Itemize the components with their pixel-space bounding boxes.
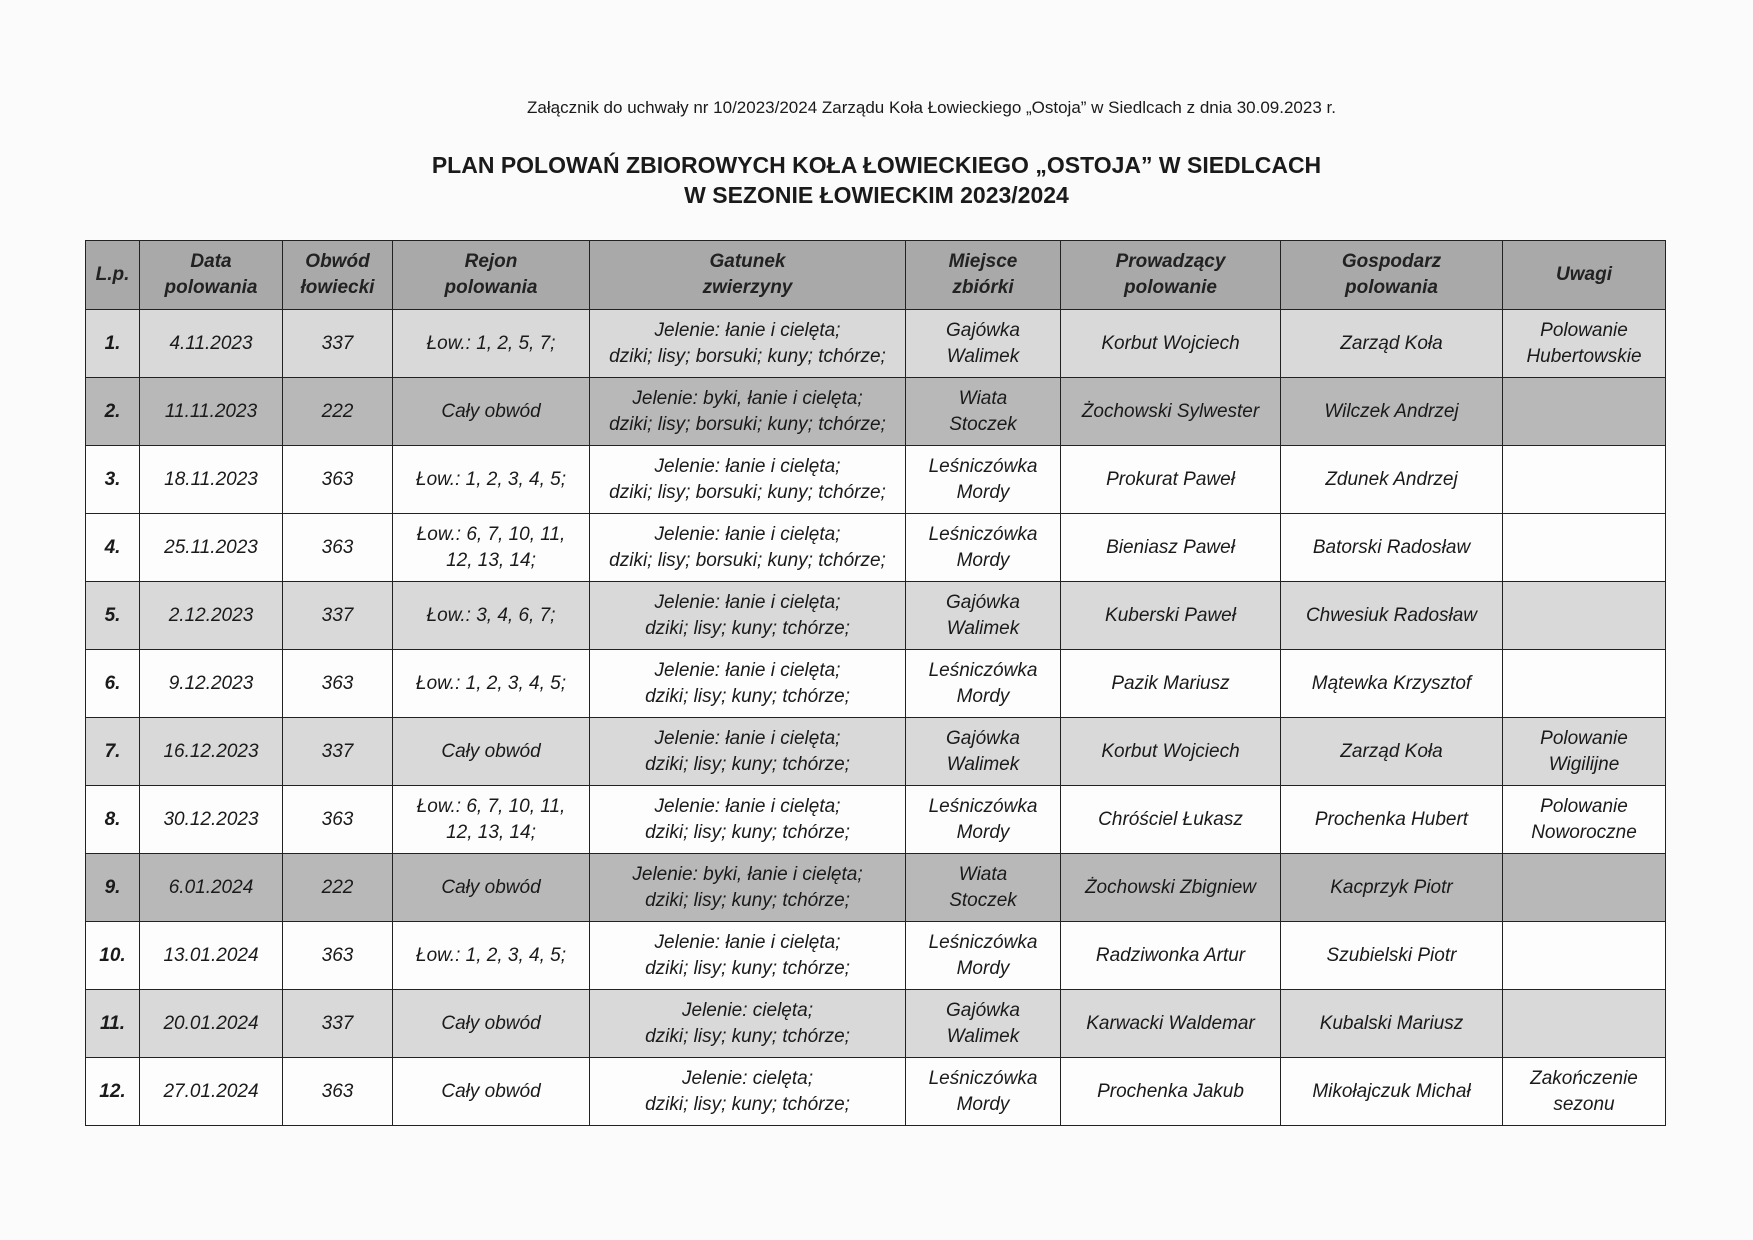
cell-region-text: Cały obwód bbox=[441, 1080, 541, 1102]
cell-species-text: dziki; lisy; kuny; tchórze; bbox=[645, 1025, 850, 1047]
cell-host-text: Szubielski Piotr bbox=[1326, 944, 1457, 966]
cell-district bbox=[283, 1058, 393, 1126]
cell-leader-text: Prokurat Paweł bbox=[1106, 468, 1235, 490]
cell-host-text: Kubalski Mariusz bbox=[1319, 1012, 1464, 1034]
cell-host-text: Zdunek Andrzej bbox=[1325, 468, 1458, 490]
cell-leader bbox=[1061, 378, 1281, 446]
cell-host bbox=[1281, 718, 1503, 786]
table-row bbox=[86, 718, 1666, 786]
cell-notes bbox=[1503, 310, 1666, 378]
cell-notes bbox=[1503, 1058, 1666, 1126]
cell-region-text: Cały obwód bbox=[441, 876, 541, 898]
cell-meeting-place-text: Walimek bbox=[946, 1025, 1020, 1047]
cell-leader bbox=[1061, 446, 1281, 514]
cell-host-text: Chwesiuk Radosław bbox=[1305, 604, 1478, 626]
cell-leader bbox=[1061, 990, 1281, 1058]
cell-meeting-place-text: Wiata bbox=[958, 863, 1008, 885]
cell-species-text: Jelenie: łanie i cielęta; bbox=[654, 591, 841, 613]
cell-region-text: 12, 13, 14; bbox=[446, 549, 536, 571]
cell-meeting-place-text: Walimek bbox=[946, 345, 1020, 367]
cell-lp bbox=[86, 514, 140, 582]
cell-meeting-place-text: Mordy bbox=[956, 821, 1010, 843]
cell-district bbox=[283, 378, 393, 446]
cell-leader-text: Kuberski Paweł bbox=[1105, 604, 1236, 626]
cell-meeting-place bbox=[906, 378, 1061, 446]
cell-species-text: dziki; lisy; kuny; tchórze; bbox=[645, 685, 850, 707]
cell-species-text: Jelenie: byki, łanie i cielęta; bbox=[632, 387, 863, 409]
cell-region-text: Łow.: 1, 2, 3, 4, 5; bbox=[416, 944, 566, 966]
cell-leader-text: Żochowski Zbigniew bbox=[1084, 876, 1257, 898]
cell-species-text: dziki; lisy; kuny; tchórze; bbox=[645, 957, 850, 979]
cell-district bbox=[283, 786, 393, 854]
table-row bbox=[86, 854, 1666, 922]
cell-notes-text: sezonu bbox=[1553, 1093, 1615, 1115]
cell-lp-text: 9. bbox=[104, 876, 121, 898]
cell-meeting-place-text: Walimek bbox=[946, 753, 1020, 775]
table-row bbox=[86, 582, 1666, 650]
cell-district-text: 337 bbox=[321, 740, 354, 762]
cell-species bbox=[590, 786, 906, 854]
cell-district bbox=[283, 854, 393, 922]
cell-notes bbox=[1503, 378, 1666, 446]
cell-species bbox=[590, 582, 906, 650]
cell-region bbox=[393, 990, 590, 1058]
cell-region-text: Łow.: 1, 2, 5, 7; bbox=[426, 332, 556, 354]
cell-leader bbox=[1061, 514, 1281, 582]
cell-date-text: 30.12.2023 bbox=[163, 808, 259, 830]
cell-district-text: 363 bbox=[321, 536, 354, 558]
cell-lp-text: 2. bbox=[104, 400, 121, 422]
cell-notes bbox=[1503, 650, 1666, 718]
cell-lp bbox=[86, 922, 140, 990]
cell-district-text: 363 bbox=[321, 1080, 354, 1102]
cell-host bbox=[1281, 514, 1503, 582]
cell-host-text: Prochenka Hubert bbox=[1314, 808, 1469, 830]
cell-host bbox=[1281, 990, 1503, 1058]
cell-host-text: Zarząd Koła bbox=[1340, 740, 1443, 762]
cell-species-text: dziki; lisy; kuny; tchórze; bbox=[645, 617, 850, 639]
cell-date bbox=[140, 786, 283, 854]
cell-notes bbox=[1503, 854, 1666, 922]
cell-date-text: 16.12.2023 bbox=[163, 740, 259, 762]
cell-lp-text: 6. bbox=[104, 672, 121, 694]
cell-notes bbox=[1503, 786, 1666, 854]
cell-lp-text: 1. bbox=[104, 332, 121, 354]
cell-lp bbox=[86, 446, 140, 514]
cell-notes bbox=[1503, 922, 1666, 990]
cell-region bbox=[393, 718, 590, 786]
cell-host-text: Wilczek Andrzej bbox=[1324, 400, 1459, 422]
cell-date bbox=[140, 446, 283, 514]
cell-notes bbox=[1503, 718, 1666, 786]
cell-species bbox=[590, 310, 906, 378]
cell-species-text: dziki; lisy; kuny; tchórze; bbox=[645, 753, 850, 775]
cell-notes-text: Noworoczne bbox=[1531, 821, 1637, 843]
cell-meeting-place-text: Mordy bbox=[956, 481, 1010, 503]
cell-species-text: Jelenie: łanie i cielęta; bbox=[654, 795, 841, 817]
cell-district bbox=[283, 446, 393, 514]
cell-meeting-place bbox=[906, 854, 1061, 922]
cell-host bbox=[1281, 446, 1503, 514]
cell-meeting-place-text: Mordy bbox=[956, 1093, 1010, 1115]
cell-notes-text: Wigilijne bbox=[1548, 753, 1620, 775]
cell-species-text: Jelenie: łanie i cielęta; bbox=[654, 523, 841, 545]
cell-region bbox=[393, 378, 590, 446]
cell-district-text: 222 bbox=[321, 400, 354, 422]
header-row bbox=[86, 241, 1666, 310]
cell-leader bbox=[1061, 922, 1281, 990]
cell-lp bbox=[86, 990, 140, 1058]
cell-host-text: Batorski Radosław bbox=[1312, 536, 1471, 558]
cell-district bbox=[283, 718, 393, 786]
cell-date-text: 4.11.2023 bbox=[169, 332, 253, 354]
cell-region bbox=[393, 582, 590, 650]
cell-leader-text: Radziwonka Artur bbox=[1095, 944, 1246, 966]
cell-meeting-place-text: Wiata bbox=[958, 387, 1008, 409]
cell-lp-text: 4. bbox=[104, 536, 121, 558]
cell-district bbox=[283, 922, 393, 990]
cell-region-text: Łow.: 6, 7, 10, 11, bbox=[416, 795, 566, 817]
cell-date-text: 13.01.2024 bbox=[163, 944, 259, 966]
cell-meeting-place bbox=[906, 582, 1061, 650]
cell-leader bbox=[1061, 582, 1281, 650]
cell-lp-text: 12. bbox=[99, 1080, 126, 1102]
cell-date bbox=[140, 854, 283, 922]
cell-leader-text: Korbut Wojciech bbox=[1101, 740, 1240, 762]
cell-region bbox=[393, 310, 590, 378]
cell-meeting-place-text: Gajówka bbox=[946, 999, 1020, 1021]
cell-lp-text: 8. bbox=[104, 808, 121, 830]
cell-lp-text: 7. bbox=[104, 740, 121, 762]
cell-notes bbox=[1503, 990, 1666, 1058]
cell-date-text: 6.01.2024 bbox=[168, 876, 254, 898]
cell-host-text: Zarząd Koła bbox=[1340, 332, 1443, 354]
cell-date bbox=[140, 922, 283, 990]
cell-region-text: Łow.: 1, 2, 3, 4, 5; bbox=[416, 468, 566, 490]
page-title bbox=[0, 150, 1753, 210]
cell-lp-text: 5. bbox=[104, 604, 121, 626]
cell-species-text: Jelenie: łanie i cielęta; bbox=[654, 455, 841, 477]
cell-lp bbox=[86, 650, 140, 718]
cell-lp-text: 3. bbox=[104, 468, 121, 490]
cell-host bbox=[1281, 786, 1503, 854]
cell-region bbox=[393, 650, 590, 718]
cell-species bbox=[590, 446, 906, 514]
cell-species-text: Jelenie: byki, łanie i cielęta; bbox=[632, 863, 863, 885]
cell-meeting-place-text: Stoczek bbox=[949, 413, 1017, 435]
cell-species bbox=[590, 514, 906, 582]
cell-species-text: Jelenie: łanie i cielęta; bbox=[654, 727, 841, 749]
cell-meeting-place bbox=[906, 718, 1061, 786]
cell-meeting-place bbox=[906, 446, 1061, 514]
header-lp: L.p. bbox=[86, 241, 140, 310]
cell-notes bbox=[1503, 446, 1666, 514]
cell-region-text: Cały obwód bbox=[441, 400, 541, 422]
cell-date bbox=[140, 650, 283, 718]
annex-reference: Załącznik do uchwały nr 10/2023/2024 Zarządu Koła Łowieckiego „Ostoja” w Siedlcach z dnia 30.09.2023 r. bbox=[527, 98, 1336, 117]
cell-district-text: 337 bbox=[321, 604, 354, 626]
cell-date bbox=[140, 514, 283, 582]
table-row bbox=[86, 378, 1666, 446]
cell-leader bbox=[1061, 786, 1281, 854]
cell-district-text: 363 bbox=[321, 944, 354, 966]
title-line-2: W SEZONIE ŁOWIECKIM 2023/2024 bbox=[684, 182, 1069, 208]
cell-species-text: dziki; lisy; kuny; tchórze; bbox=[645, 1093, 850, 1115]
header-notes: Uwagi bbox=[1503, 241, 1666, 310]
cell-lp bbox=[86, 1058, 140, 1126]
cell-host-text: Mątewka Krzysztof bbox=[1311, 672, 1472, 694]
cell-region bbox=[393, 446, 590, 514]
cell-date-text: 18.11.2023 bbox=[164, 468, 258, 490]
cell-species bbox=[590, 990, 906, 1058]
cell-meeting-place-text: Leśniczówka bbox=[928, 455, 1038, 477]
cell-district-text: 337 bbox=[321, 1012, 354, 1034]
table-row bbox=[86, 922, 1666, 990]
cell-notes bbox=[1503, 514, 1666, 582]
table-row bbox=[86, 310, 1666, 378]
cell-leader bbox=[1061, 1058, 1281, 1126]
cell-species-text: Jelenie: łanie i cielęta; bbox=[654, 931, 841, 953]
cell-region bbox=[393, 854, 590, 922]
cell-species bbox=[590, 718, 906, 786]
cell-species-text: dziki; lisy; borsuki; kuny; tchórze; bbox=[609, 413, 886, 435]
cell-host bbox=[1281, 310, 1503, 378]
header-district: Obwód łowiecki bbox=[283, 241, 393, 310]
cell-meeting-place bbox=[906, 786, 1061, 854]
cell-species-text: dziki; lisy; kuny; tchórze; bbox=[645, 821, 850, 843]
cell-lp bbox=[86, 786, 140, 854]
header-leader: Prowadzący polowanie bbox=[1061, 241, 1281, 310]
cell-species-text: dziki; lisy; borsuki; kuny; tchórze; bbox=[609, 345, 886, 367]
cell-meeting-place-text: Leśniczówka bbox=[928, 795, 1038, 817]
cell-date bbox=[140, 378, 283, 446]
cell-meeting-place-text: Mordy bbox=[956, 957, 1010, 979]
cell-meeting-place-text: Leśniczówka bbox=[928, 1067, 1038, 1089]
cell-leader-text: Bieniasz Paweł bbox=[1106, 536, 1235, 558]
title-line-1: PLAN POLOWAŃ ZBIOROWYCH KOŁA ŁOWIECKIEGO „OSTOJA” W SIEDLCACH bbox=[431, 152, 1322, 178]
cell-date bbox=[140, 990, 283, 1058]
cell-region bbox=[393, 1058, 590, 1126]
cell-notes-text: Hubertowskie bbox=[1526, 345, 1642, 367]
cell-lp bbox=[86, 378, 140, 446]
header-host: Gospodarz polowania bbox=[1281, 241, 1503, 310]
cell-region-text: Cały obwód bbox=[441, 740, 541, 762]
cell-region-text: Cały obwód bbox=[441, 1012, 541, 1034]
table-row bbox=[86, 650, 1666, 718]
cell-lp-text: 11. bbox=[99, 1012, 125, 1034]
cell-meeting-place-text: Stoczek bbox=[949, 889, 1017, 911]
cell-leader-text: Żochowski Sylwester bbox=[1081, 400, 1260, 422]
cell-host-text: Mikołajczuk Michał bbox=[1312, 1080, 1471, 1102]
cell-notes-text: Polowanie bbox=[1540, 727, 1628, 749]
cell-date-text: 9.12.2023 bbox=[168, 672, 254, 694]
cell-meeting-place-text: Gajówka bbox=[946, 591, 1020, 613]
cell-meeting-place-text: Mordy bbox=[956, 685, 1010, 707]
cell-region-text: Łow.: 6, 7, 10, 11, bbox=[416, 523, 566, 545]
cell-date bbox=[140, 582, 283, 650]
table-row bbox=[86, 786, 1666, 854]
cell-date bbox=[140, 310, 283, 378]
header-region: Rejon polowania bbox=[393, 241, 590, 310]
cell-species bbox=[590, 378, 906, 446]
cell-meeting-place-text: Mordy bbox=[956, 549, 1010, 571]
cell-host bbox=[1281, 650, 1503, 718]
table-row bbox=[86, 1058, 1666, 1126]
cell-date-text: 20.01.2024 bbox=[163, 1012, 259, 1034]
header-species: Gatunek zwierzyny bbox=[590, 241, 906, 310]
cell-species-text: Jelenie: łanie i cielęta; bbox=[654, 659, 841, 681]
cell-species-text: dziki; lisy; borsuki; kuny; tchórze; bbox=[609, 549, 886, 571]
cell-leader-text: Korbut Wojciech bbox=[1101, 332, 1240, 354]
table-row bbox=[86, 514, 1666, 582]
cell-region bbox=[393, 514, 590, 582]
cell-date bbox=[140, 1058, 283, 1126]
cell-host bbox=[1281, 854, 1503, 922]
cell-host bbox=[1281, 582, 1503, 650]
cell-notes-text: Polowanie bbox=[1540, 795, 1628, 817]
cell-species bbox=[590, 1058, 906, 1126]
cell-district-text: 363 bbox=[321, 808, 354, 830]
cell-lp bbox=[86, 854, 140, 922]
cell-species-text: dziki; lisy; kuny; tchórze; bbox=[645, 889, 850, 911]
table-row bbox=[86, 446, 1666, 514]
cell-host-text: Kacprzyk Piotr bbox=[1330, 876, 1453, 898]
cell-host bbox=[1281, 378, 1503, 446]
cell-region-text: 12, 13, 14; bbox=[446, 821, 536, 843]
cell-species-text: Jelenie: łanie i cielęta; bbox=[654, 319, 841, 341]
cell-meeting-place bbox=[906, 1058, 1061, 1126]
cell-district-text: 337 bbox=[321, 332, 354, 354]
cell-leader-text: Pazik Mariusz bbox=[1111, 672, 1230, 694]
cell-leader-text: Karwacki Waldemar bbox=[1086, 1012, 1255, 1034]
cell-host bbox=[1281, 1058, 1503, 1126]
cell-meeting-place bbox=[906, 310, 1061, 378]
cell-lp-text: 10. bbox=[99, 944, 126, 966]
cell-district bbox=[283, 990, 393, 1058]
cell-meeting-place bbox=[906, 990, 1061, 1058]
cell-meeting-place-text: Leśniczówka bbox=[928, 659, 1038, 681]
cell-district bbox=[283, 310, 393, 378]
cell-species-text: Jelenie: cielęta; bbox=[682, 1067, 813, 1089]
header-meeting-place: Miejsce zbiórki bbox=[906, 241, 1061, 310]
cell-notes bbox=[1503, 582, 1666, 650]
cell-species bbox=[590, 650, 906, 718]
cell-date-text: 2.12.2023 bbox=[168, 604, 254, 626]
cell-meeting-place bbox=[906, 514, 1061, 582]
hunt-plan-table bbox=[85, 240, 1666, 1126]
cell-date-text: 25.11.2023 bbox=[164, 536, 258, 558]
table-row bbox=[86, 990, 1666, 1058]
cell-leader bbox=[1061, 650, 1281, 718]
cell-host bbox=[1281, 922, 1503, 990]
cell-district-text: 222 bbox=[321, 876, 354, 898]
cell-leader bbox=[1061, 310, 1281, 378]
cell-leader bbox=[1061, 854, 1281, 922]
cell-leader bbox=[1061, 718, 1281, 786]
cell-date bbox=[140, 718, 283, 786]
cell-meeting-place-text: Gajówka bbox=[946, 319, 1020, 341]
cell-lp bbox=[86, 718, 140, 786]
cell-meeting-place-text: Leśniczówka bbox=[928, 931, 1038, 953]
cell-district-text: 363 bbox=[321, 468, 354, 490]
cell-meeting-place-text: Gajówka bbox=[946, 727, 1020, 749]
cell-date-text: 27.01.2024 bbox=[163, 1080, 259, 1102]
cell-district bbox=[283, 514, 393, 582]
cell-district bbox=[283, 582, 393, 650]
cell-region bbox=[393, 922, 590, 990]
cell-meeting-place-text: Leśniczówka bbox=[928, 523, 1038, 545]
cell-lp bbox=[86, 310, 140, 378]
cell-date-text: 11.11.2023 bbox=[164, 400, 258, 422]
cell-leader-text: Prochenka Jakub bbox=[1097, 1080, 1244, 1102]
cell-region-text: Łow.: 1, 2, 3, 4, 5; bbox=[416, 672, 566, 694]
cell-district bbox=[283, 650, 393, 718]
cell-leader-text: Chróściel Łukasz bbox=[1098, 808, 1243, 830]
cell-species-text: Jelenie: cielęta; bbox=[682, 999, 813, 1021]
cell-meeting-place-text: Walimek bbox=[946, 617, 1020, 639]
cell-species bbox=[590, 854, 906, 922]
cell-meeting-place bbox=[906, 922, 1061, 990]
cell-notes-text: Zakończenie bbox=[1530, 1067, 1638, 1089]
cell-region-text: Łow.: 3, 4, 6, 7; bbox=[426, 604, 556, 626]
cell-species-text: dziki; lisy; borsuki; kuny; tchórze; bbox=[609, 481, 886, 503]
cell-region bbox=[393, 786, 590, 854]
cell-species bbox=[590, 922, 906, 990]
cell-meeting-place bbox=[906, 650, 1061, 718]
cell-notes-text: Polowanie bbox=[1540, 319, 1628, 341]
header-date: Data polowania bbox=[140, 241, 283, 310]
cell-lp bbox=[86, 582, 140, 650]
cell-district-text: 363 bbox=[321, 672, 354, 694]
